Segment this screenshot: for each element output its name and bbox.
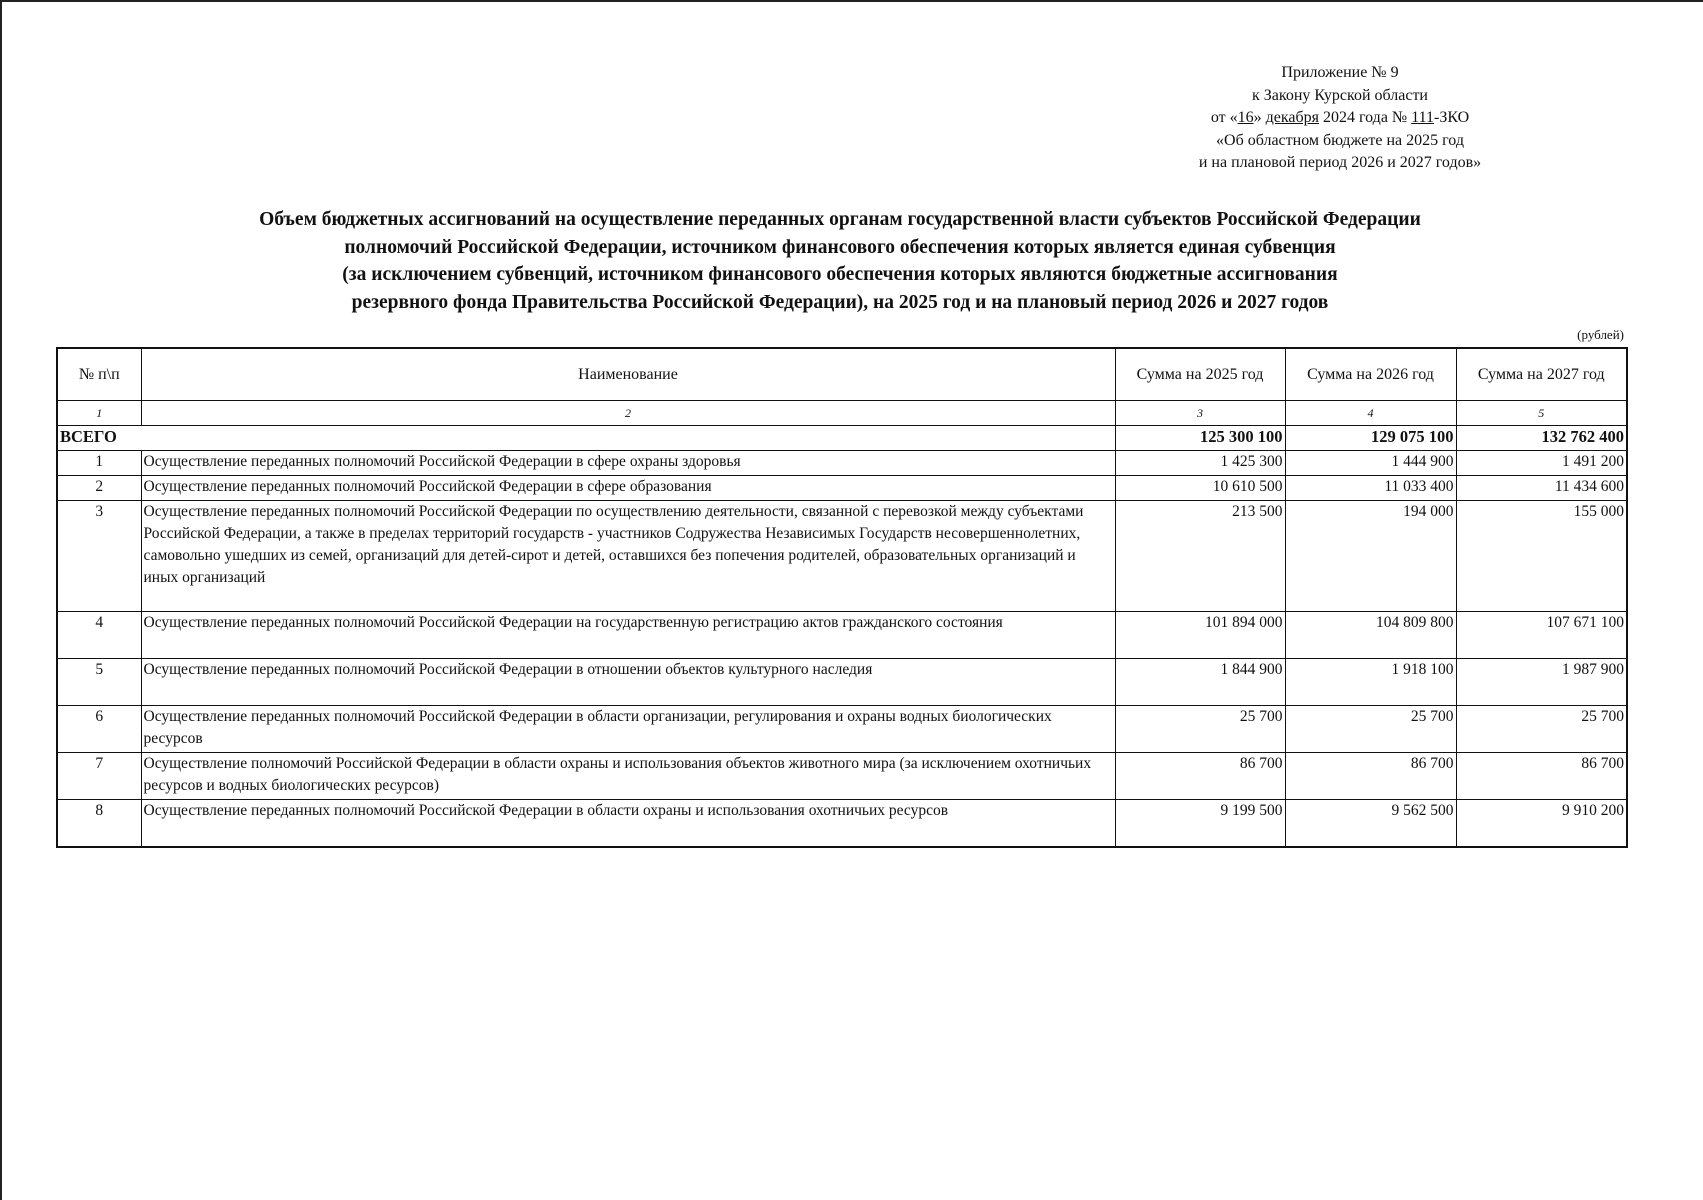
appendix-law-suffix: -ЗКО (1434, 109, 1470, 126)
row-sum-2026: 11 033 400 (1285, 476, 1456, 501)
row-number: 8 (57, 800, 141, 848)
row-sum-2025: 25 700 (1115, 706, 1285, 753)
appendix-line-1: Приложение № 9 (1281, 64, 1399, 81)
row-sum-2027: 107 671 100 (1456, 612, 1627, 659)
total-2026: 129 075 100 (1285, 426, 1456, 451)
scan-edge-left (0, 0, 2, 1200)
row-name: Осуществление переданных полномочий Российской Федерации в области охраны и использования охотничьих ресурсов (141, 800, 1115, 848)
row-sum-2026: 104 809 800 (1285, 612, 1456, 659)
row-sum-2027: 86 700 (1456, 753, 1627, 800)
row-sum-2026: 25 700 (1285, 706, 1456, 753)
row-number: 7 (57, 753, 141, 800)
table-row (57, 476, 1627, 501)
appendix-date-mid: » (1253, 109, 1266, 126)
row-name: Осуществление переданных полномочий Российской Федерации в сфере охраны здоровья (141, 451, 1115, 476)
row-sum-2027: 25 700 (1456, 706, 1627, 753)
total-row (57, 426, 1627, 451)
row-number: 3 (57, 501, 141, 612)
table-row (57, 753, 1627, 800)
table-row (57, 800, 1627, 848)
appendix-line-3 (1160, 107, 1520, 130)
row-sum-2025: 1 844 900 (1115, 659, 1285, 706)
appendix-date-month: декабря (1265, 109, 1319, 126)
appendix-line-5: и на плановой период 2026 и 2027 годов» (1198, 154, 1482, 171)
table-row (57, 706, 1627, 753)
row-sum-2025: 101 894 000 (1115, 612, 1285, 659)
row-sum-2027: 155 000 (1456, 501, 1627, 612)
row-number: 1 (57, 451, 141, 476)
row-number: 5 (57, 659, 141, 706)
total-label: ВСЕГО (57, 426, 1115, 451)
title-line-3: (за исключением субвенций, источником финансового обеспечения которых являются бюджетные ассигнования (342, 264, 1338, 285)
budget-table (56, 347, 1628, 848)
row-name: Осуществление переданных полномочий Российской Федерации на государственную регистрацию актов гражданского состояния (141, 612, 1115, 659)
column-number: 1 (57, 401, 141, 426)
column-number: 3 (1115, 401, 1285, 426)
appendix-date-day: 16 (1237, 109, 1254, 126)
row-sum-2025: 86 700 (1115, 753, 1285, 800)
total-2025: 125 300 100 (1115, 426, 1285, 451)
units-label: (рублей) (1577, 327, 1624, 342)
row-name: Осуществление переданных полномочий Российской Федерации в отношении объектов культурного наследия (141, 659, 1115, 706)
row-name: Осуществление переданных полномочий Российской Федерации по осуществлению деятельности, связанной с перевозкой между субъектами Российской Федерации, а также в пределах территорий государств - участников Содружества Независимых Государств несовершеннолетних, самовольно ушедших из семей, организаций для детей-сирот и детей, оставшихся без попечения родителей, образовательных организаций и иных организаций (141, 501, 1115, 612)
row-sum-2025: 10 610 500 (1115, 476, 1285, 501)
row-name: Осуществление переданных полномочий Российской Федерации в области организации, регулирования и охраны водных биологических ресурсов (141, 706, 1115, 753)
title-line-2: полномочий Российской Федерации, источником финансового обеспечения которых является единая субвенция (344, 236, 1336, 258)
header-sum-2026: Сумма на 2026 год (1285, 348, 1456, 401)
table-row (57, 451, 1627, 476)
header-name: Наименование (141, 348, 1115, 401)
table-header-row (57, 348, 1627, 401)
table-row (57, 659, 1627, 706)
table-row (57, 501, 1627, 612)
row-name: Осуществление полномочий Российской Федерации в области охраны и использования объектов животного мира (за исключением охотничьих ресурсов и водных биологических ресурсов) (141, 753, 1115, 800)
title-line-1: Объем бюджетных ассигнований на осуществление переданных органам государственной власти субъектов Российской Федерации (259, 209, 1421, 230)
row-sum-2026: 1 918 100 (1285, 659, 1456, 706)
column-number: 2 (141, 401, 1115, 426)
row-sum-2026: 86 700 (1285, 753, 1456, 800)
row-number: 2 (57, 476, 141, 501)
row-sum-2025: 1 425 300 (1115, 451, 1285, 476)
row-sum-2026: 9 562 500 (1285, 800, 1456, 848)
row-sum-2026: 1 444 900 (1285, 451, 1456, 476)
title-line-4: резервного фонда Правительства Российской Федерации), на 2025 год и на плановый период 2026 и 2027 годов (351, 291, 1329, 313)
total-2027: 132 762 400 (1456, 426, 1627, 451)
header-sum-2025: Сумма на 2025 год (1115, 348, 1285, 401)
column-number: 4 (1285, 401, 1456, 426)
row-number: 6 (57, 706, 141, 753)
header-sum-2027: Сумма на 2027 год (1456, 348, 1627, 401)
appendix-date-year: 2024 года № (1318, 109, 1412, 126)
appendix-date-prefix: от « (1210, 109, 1238, 126)
table-row (57, 612, 1627, 659)
header-number: № п\п (57, 348, 141, 401)
scan-edge-top (0, 0, 1703, 2)
column-number-row (57, 401, 1627, 426)
appendix-law-number: 111 (1411, 109, 1434, 126)
column-number: 5 (1456, 401, 1627, 426)
row-name: Осуществление переданных полномочий Российской Федерации в сфере образования (141, 476, 1115, 501)
appendix-line-2: к Закону Курской области (1252, 86, 1428, 104)
document-title (60, 206, 1620, 316)
row-sum-2025: 213 500 (1115, 501, 1285, 612)
row-sum-2025: 9 199 500 (1115, 800, 1285, 848)
appendix-line-4: «Об областном бюджете на 2025 год (1216, 131, 1464, 149)
row-number: 4 (57, 612, 141, 659)
row-sum-2027: 1 491 200 (1456, 451, 1627, 476)
row-sum-2027: 1 987 900 (1456, 659, 1627, 706)
row-sum-2027: 9 910 200 (1456, 800, 1627, 848)
row-sum-2027: 11 434 600 (1456, 476, 1627, 501)
appendix-header (1160, 62, 1520, 175)
row-sum-2026: 194 000 (1285, 501, 1456, 612)
